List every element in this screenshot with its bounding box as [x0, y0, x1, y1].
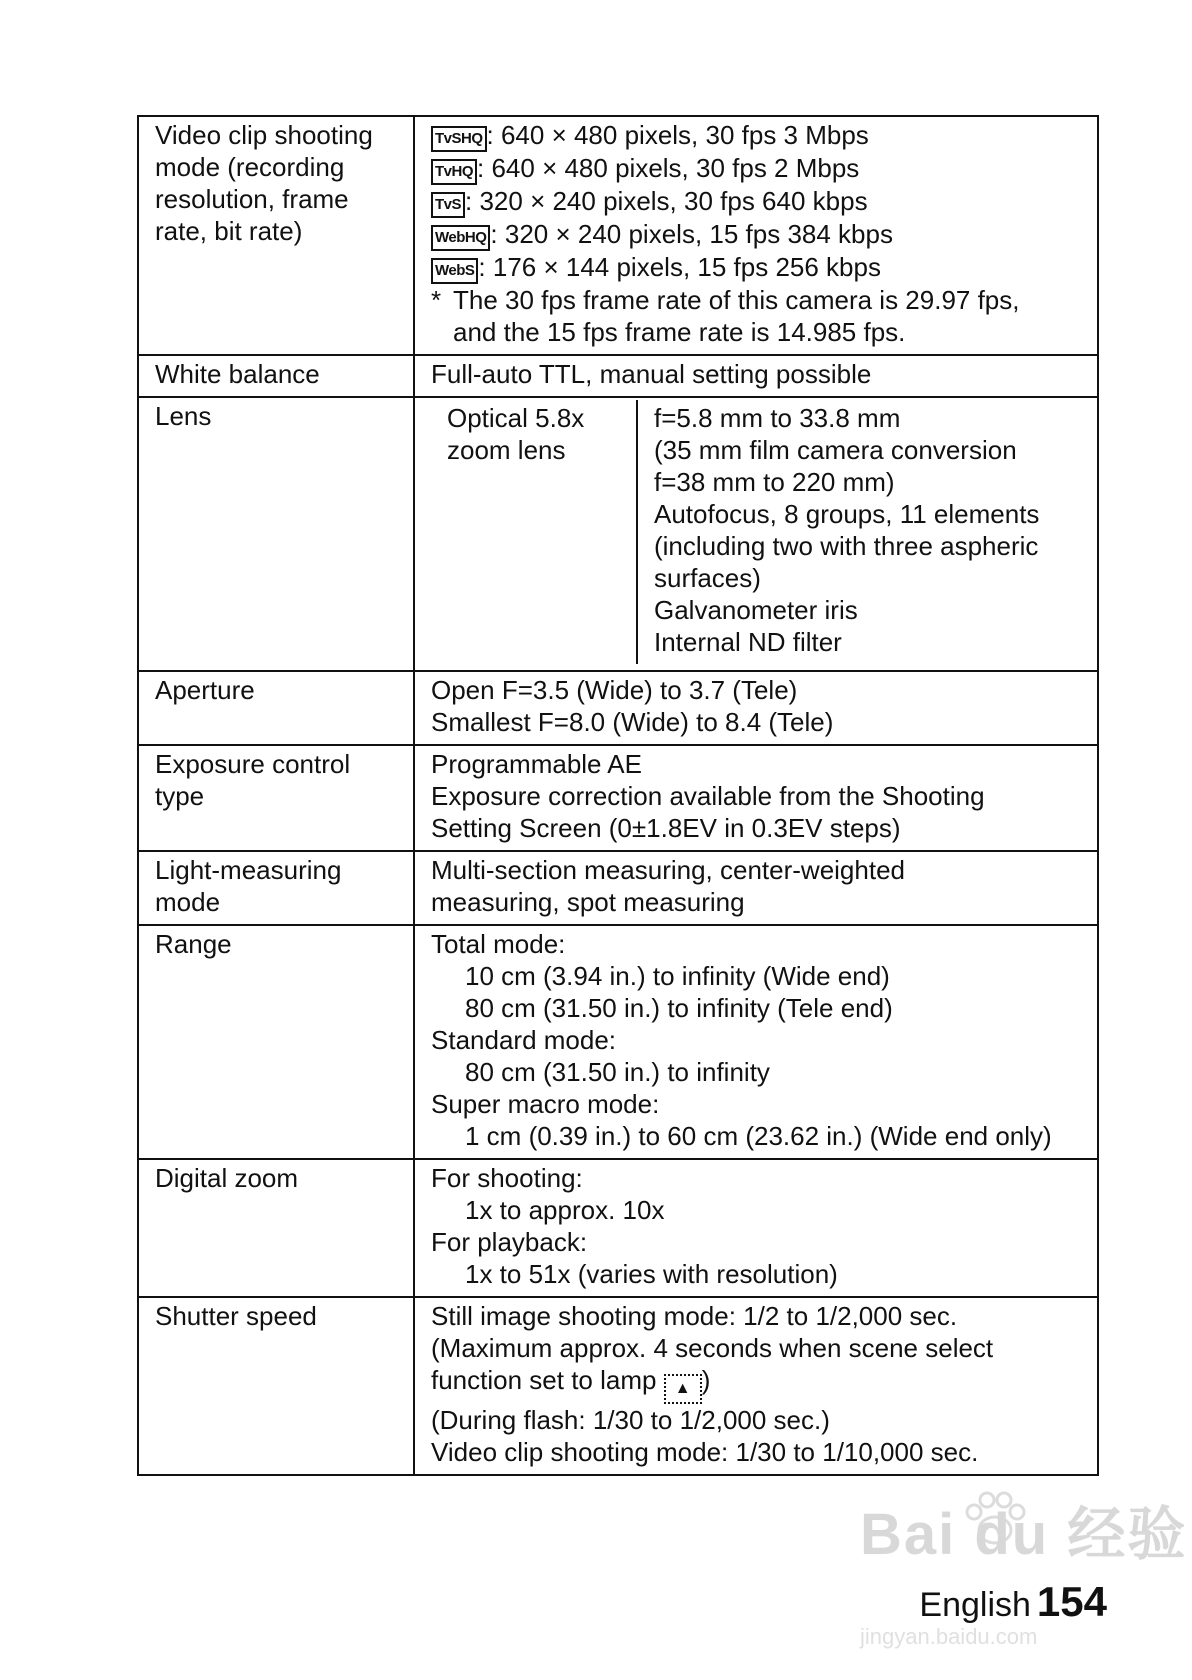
footnote: * The 30 fps frame rate of this camera is 29.97 fps, and the 15 fps frame rate is 14.985 fps.: [431, 285, 1020, 347]
list-item: TvSHQ : 640 × 480 pixels, 30 fps 3 Mbps: [431, 119, 1083, 152]
row-label: Light-measuring mode: [138, 851, 414, 925]
row-value: Still image shooting mode: 1/2 to 1/2,000 sec. (Maximum approx. 4 seconds when scene select function set to lamp ▲ ) (During flash: 1/30 to 1/2,000 sec.) Video clip shooting mode: 1/30 to 1/10,000 sec.: [414, 1297, 1098, 1475]
list-item: WebS : 176 × 144 pixels, 15 fps 256 kbps: [431, 251, 1083, 284]
spec-row-digital-zoom: [138, 1159, 1098, 1297]
web-s-icon: WebS: [431, 258, 478, 284]
row-value: Multi-section measuring, center-weighted measuring, spot measuring: [414, 851, 1098, 925]
row-label: Range: [138, 925, 414, 1159]
row-value: [414, 116, 1098, 355]
spec-row-white-balance: [138, 355, 1098, 397]
tv-s-icon: TvS: [431, 192, 465, 218]
spec-row-exposure: [138, 745, 1098, 851]
row-label: Shutter speed: [138, 1297, 414, 1475]
spec-row-light-measuring: [138, 851, 1098, 925]
tv-hq-icon: TvHQ: [431, 159, 477, 185]
spec-row-shutter-speed: [138, 1297, 1098, 1475]
spec-row-lens: [138, 397, 1098, 671]
row-value: Programmable AE Exposure correction available from the Shooting Setting Screen (0±1.8EV in 0.3EV steps): [414, 745, 1098, 851]
row-value: Open F=3.5 (Wide) to 3.7 (Tele) Smallest F=8.0 (Wide) to 8.4 (Tele): [414, 671, 1098, 745]
row-label: Digital zoom: [138, 1159, 414, 1297]
row-value: [414, 397, 1098, 671]
lens-type: Optical 5.8x zoom lens: [431, 400, 637, 664]
spec-row-range: [138, 925, 1098, 1159]
spec-row-aperture: [138, 671, 1098, 745]
lens-subtable: [431, 400, 1083, 664]
page-number: 154: [1036, 1578, 1107, 1625]
list-item: TvS : 320 × 240 pixels, 30 fps 640 kbps: [431, 185, 1083, 218]
footer-language: English: [919, 1586, 1031, 1624]
row-value: Full-auto TTL, manual setting possible: [414, 355, 1098, 397]
list-item: WebHQ : 320 × 240 pixels, 15 fps 384 kbps: [431, 218, 1083, 251]
row-label: Exposure control type: [138, 745, 414, 851]
row-value: Total mode: 10 cm (3.94 in.) to infinity (Wide end) 80 cm (31.50 in.) to infinity (Tele end) Standard mode: 80 cm (31.50 in.) to infinity Super macro mode: 1 cm (0.39 in.) to 60 cm (23.62 in.) (Wide end only): [414, 925, 1098, 1159]
row-label: Video clip shooting mode (recording resolution, frame rate, bit rate): [138, 116, 414, 355]
web-hq-icon: WebHQ: [431, 225, 490, 251]
tv-shq-icon: TvSHQ: [431, 126, 487, 152]
page-footer: [919, 1578, 1107, 1625]
lens-details: f=5.8 mm to 33.8 mm (35 mm film camera conversion f=38 mm to 220 mm) Autofocus, 8 groups, 11 elements (including two with three aspheric surfaces) Galvanometer iris Internal ND filter: [654, 403, 1040, 657]
row-label: White balance: [138, 355, 414, 397]
spec-table: [137, 115, 1099, 1476]
watermark-url: jingyan.baidu.com: [860, 1624, 1038, 1649]
row-label: Lens: [138, 397, 414, 671]
spec-row-video: [138, 116, 1098, 355]
row-label: Aperture: [138, 671, 414, 745]
watermark-logo: Bai du 经验: [860, 1502, 1188, 1567]
lamp-icon: ▲: [664, 1374, 702, 1404]
list-item: TvHQ : 640 × 480 pixels, 30 fps 2 Mbps: [431, 152, 1083, 185]
row-value: For shooting: 1x to approx. 10x For playback: 1x to 51x (varies with resolution): [414, 1159, 1098, 1297]
